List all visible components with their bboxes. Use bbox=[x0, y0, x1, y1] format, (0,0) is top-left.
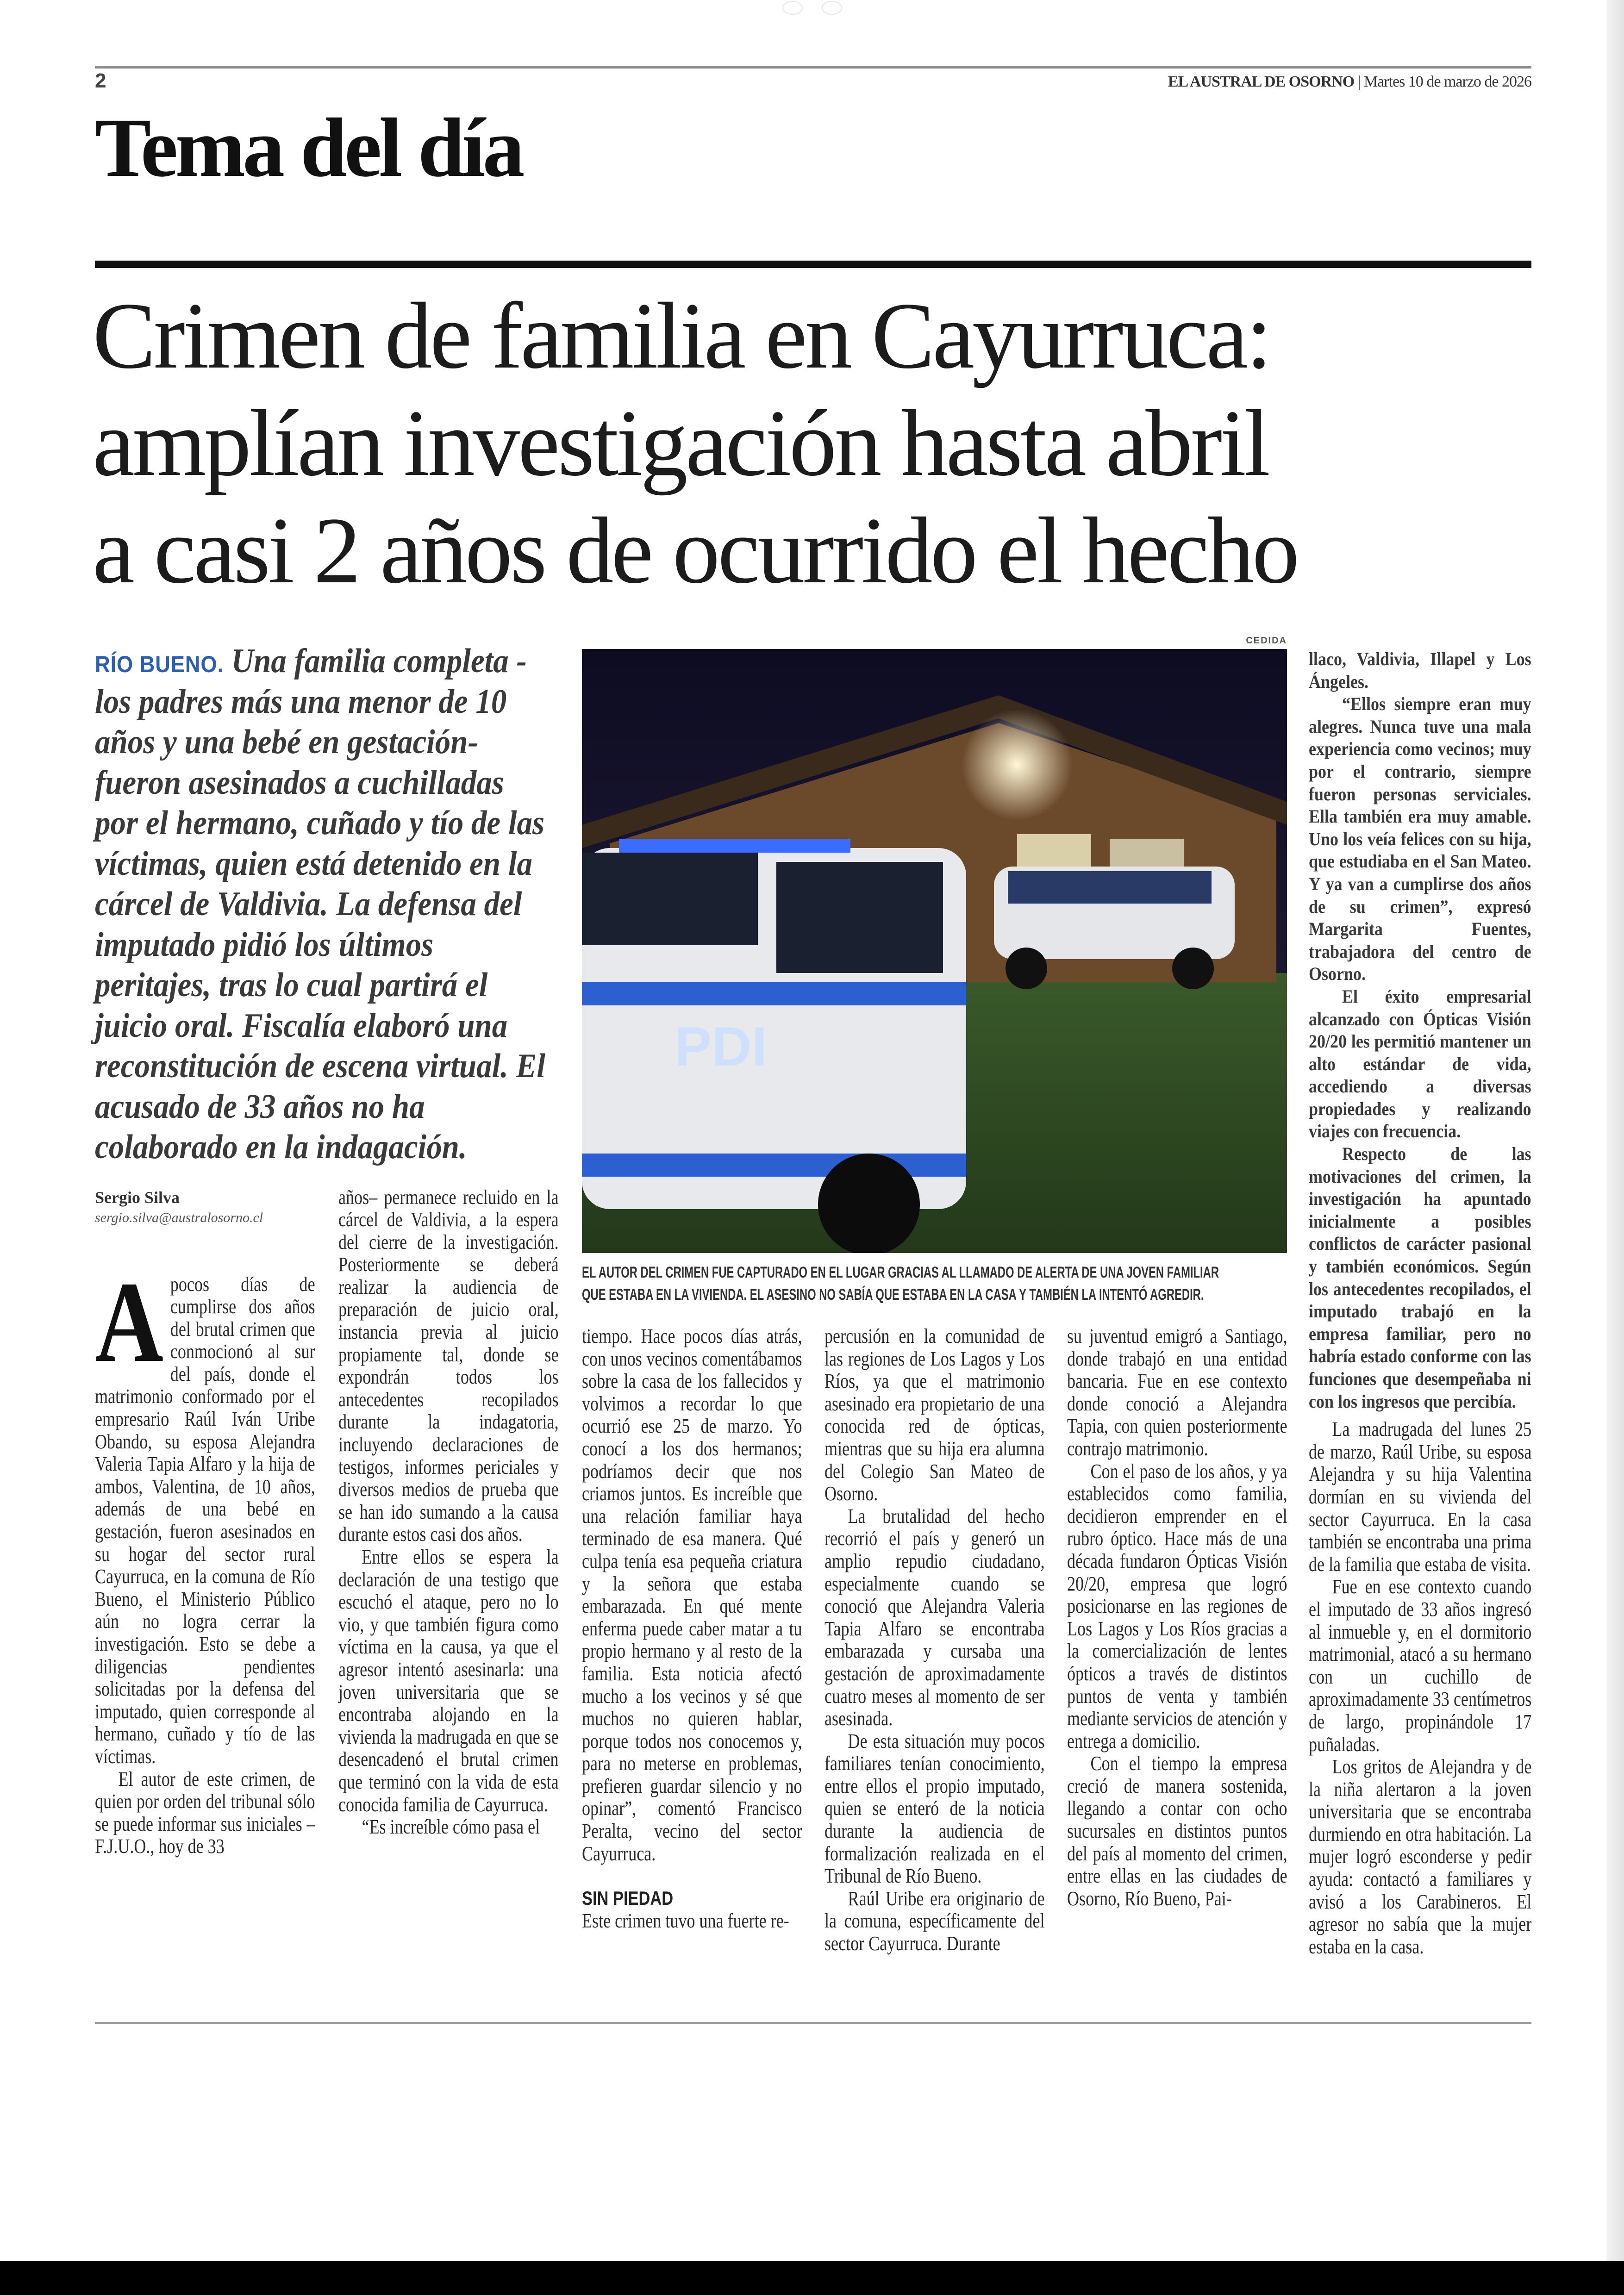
paragraph-text: pocos días de cumplirse dos años del brutal crimen que conmocionó al sur del país, donde el matrimonio conformado por el empresario Raúl Iván Uribe Obando, su esposa Alejandra Valeria Tapia Alfaro y la hija de ambos, Valentina, de 10 años, además de una bebé en gestación, fueron asesinados en su hogar del sector rural Cayurruca, en la comuna de Río Bueno, el Ministerio Público aún no logra cerrar la investigación. Esto se debe a diligencias pendientes solicitadas por la defensa del imputado, quien corresponde al hermano, cuñado y tío de las víctimas. bbox=[95, 1272, 315, 1768]
article-column-4 bbox=[824, 1325, 1045, 1955]
caption-wrapper bbox=[582, 1261, 1287, 1306]
article-column-5 bbox=[1067, 1325, 1287, 1910]
left-stack bbox=[95, 641, 559, 1858]
article-column-6-bottom bbox=[1309, 1418, 1531, 1958]
right-stack bbox=[1309, 648, 1531, 1958]
middle-columns bbox=[582, 1325, 1287, 1955]
byline-email[interactable]: sergio.silva@australosorno.cl bbox=[95, 1210, 263, 1225]
headline-line: Crimen de familia en Cayurruca: bbox=[93, 283, 1270, 388]
column-2-wrapper bbox=[338, 1186, 558, 1839]
publication-date: Martes 10 de marzo de 2026 bbox=[1363, 73, 1531, 90]
column-1-wrapper bbox=[95, 1186, 315, 1858]
paragraph: La madrugada del lunes 25 de marzo, Raúl Uribe, su esposa Alejandra y su hija Valentina dormían en su vivienda del sector Cayurruca. En la casa también se encontraba una prima de la familia que estaba de visita. bbox=[1309, 1418, 1532, 1576]
article-column-6-top bbox=[1309, 648, 1531, 1413]
paragraph: “Es increíble cómo pasa el bbox=[362, 1815, 540, 1839]
paragraph: tiempo. Hace pocos días atrás, con unos vecinos comentábamos sobre la casa de los fallecidos y volvimos a recordar lo que ocurrió ese 25 de marzo. Yo conocí a los dos hermanos; podríamos decir que nos criamos juntos. Es increíble que una relación familiar haya terminado de esa manera. Qué culpa tenía esa pequeña criatura y la señora que estaba embarazada. En qué mente enferma puede caber matar a tu propio hermano y al resto de la familia. Esta noticia afectó mucho a los vecinos y sé que muchos no quieren hablar, porque todos nos conocemos y, para no meterse en problemas, prefieren guardar silencio y no opinar”, comentó Francisco Peralta, vecino del sector Cayurruca. bbox=[582, 1325, 802, 1865]
lede-text: Una familia completa -los padres más una menor de 10 años y una bebé en gestación- fueron asesinados a cuchilladas por el hermano, cuñado y tío de las víctimas, quien está detenido en la cárcel de Valdivia. La defensa del imputado pidió los últimos peritajes, tras lo cual partirá el juicio oral. Fiscalía elaboró una reconstitución de escena virtual. El acusado de 33 años no ha colaborado en la indagación. bbox=[95, 642, 545, 1166]
left-columns bbox=[95, 1186, 559, 1858]
paragraph: Entre ellos se espera la declaración de una testigo que escuchó el ataque, pero no lo vio, y que también figura como víctima en la causa, ya que el agresor intentó asesinarla: una joven universitaria que se encontraba alojando en la vivienda la madrugada en que se desencadenó el brutal crimen que terminó con la vida de esta conocida familia de Cayurruca. bbox=[338, 1546, 559, 1816]
subhead: SIN PIEDAD bbox=[582, 1887, 674, 1909]
crime-scene-photo bbox=[582, 649, 1287, 1253]
emergency-lights bbox=[619, 839, 850, 853]
paragraph: Con el tiempo la empresa creció de manera sostenida, llegando a contar con ocho sucursales en distintos puntos del país al momento del crimen, entre ellas en las ciudades de Osorno, Río Bueno, Pai- bbox=[1067, 1752, 1287, 1910]
paragraph: percusión en la comunidad de las regiones de Los Lagos y Los Ríos, ya que el matrimonio asesinado era propietario de una conocida red de ópticas, mientras que su hija era alumna del Colegio San Mateo de Osorno. bbox=[824, 1325, 1045, 1505]
paragraph: años– permanece recluido en la cárcel de Valdivia, a la espera del cierre de la investigación. Posteriormente se deberá realizar la audiencia de preparación de juicio oral, instancia previa al juicio propiamente tal, donde se expondrán todos los antecedentes recopilados durante la indagatoria, incluyendo declaraciones de testigos, informes periciales y diversos medios de prueba que se han ido sumando a la causa durante estos casi dos años. bbox=[338, 1185, 559, 1546]
paragraph: Raúl Uribe era originario de la comuna, específicamente del sector Cayurruca. Durante bbox=[824, 1887, 1045, 1955]
viewer-dot-icon bbox=[822, 1, 842, 15]
caption-line: EL AUTOR DEL CRIMEN FUE CAPTURADO EN EL LUGAR GRACIAS AL LLAMADO DE ALERTA DE UNA JOVEN FAMILIAR bbox=[582, 1264, 1219, 1281]
vehicle-label: PDI bbox=[675, 1016, 768, 1078]
section-rule bbox=[95, 261, 1531, 268]
column-4-wrapper bbox=[824, 1325, 1044, 1955]
photo-credit: CEDIDA bbox=[1246, 636, 1287, 646]
middle-stack bbox=[582, 634, 1287, 1955]
paragraph: su juventud emigró a Santiago, donde trabajó en una entidad bancaria. Fue en ese contexto donde conoció a Alejandra Tapia, con quien posteriormente contrajo matrimonio. bbox=[1067, 1325, 1287, 1460]
masthead: EL AUSTRAL DE OSORNO | Martes 10 de marzo de 2026 bbox=[1168, 73, 1531, 90]
caption-line: QUE ESTABA EN LA VIVIENDA. EL ASESINO NO SABÍA QUE ESTABA EN LA CASA Y TAMBIÉN LA INTENTÓ AGREDIR. bbox=[582, 1286, 1204, 1303]
pdi-vehicle-front bbox=[582, 839, 966, 1253]
paragraph: Respecto de las motivaciones del crimen, la investigación ha apuntado inicialmente a posibles conflictos de carácter pasional y también económicos. Según los antecedentes recopilados, el imputado trabajó en la empresa familiar, pero no habría estado conforme con las funciones que desempeñaba ni con los ingresos que percibía. bbox=[1309, 1143, 1531, 1412]
porch-light bbox=[962, 709, 1073, 820]
paragraph: La brutalidad del hecho recorrió el país y generó un amplio repudio ciudadano, especialmente cuando se conoció que Alejandra Valeria Tapia Alfaro se encontraba embarazada y cursaba una gestación de aproximadamente cuatro meses al momento de ser asesinada. bbox=[824, 1504, 1045, 1730]
column-3-wrapper bbox=[582, 1325, 802, 1932]
paragraph: “Ellos siempre eran muy alegres. Nunca tuve una mala experiencia como vecinos; muy por el contrario, siempre fueron personas serviciales. Ella también era muy amable. Uno los veía felices con su hija, que estudiaba en el San Mateo. Y ya van a cumplirse dos años de su crimen”, expresó Margarita Fuentes, trabajadora del centro de Osorno. bbox=[1309, 693, 1531, 985]
paragraph: Fue en ese contexto cuando el imputado de 33 años ingresó al inmueble y, en el dormitorio matrimonial, atacó a su hermano con un cuchillo de aproximadamente 33 centímetros de largo, propinándole 17 puñaladas. bbox=[1309, 1575, 1532, 1756]
drop-cap: A bbox=[95, 1258, 164, 1386]
paragraph bbox=[95, 1258, 315, 1768]
column-5-wrapper bbox=[1067, 1325, 1287, 1910]
paragraph: El autor de este crimen, de quien por orden del tribunal sólo se puede informar sus iniciales –F.J.U.O., hoy de 33 bbox=[95, 1767, 315, 1858]
headline bbox=[93, 282, 1297, 605]
section-title: Tema del día bbox=[95, 101, 522, 194]
photo-caption bbox=[582, 1261, 1287, 1306]
paragraph: llaco, Valdivia, Illapel y Los Ángeles. bbox=[1309, 649, 1531, 692]
column-6-bottom-wrapper bbox=[1309, 1418, 1531, 1958]
lede bbox=[95, 641, 551, 1168]
lede-wrapper bbox=[95, 641, 551, 1168]
headline-line: amplían investigación hasta abril bbox=[93, 391, 1268, 496]
lede-kicker: RÍO BUENO. bbox=[95, 651, 224, 677]
viewer-dot-icon bbox=[782, 1, 803, 15]
article-column-3 bbox=[582, 1325, 802, 1932]
page-edge bbox=[1606, 0, 1624, 2261]
paragraph: De esta situación muy pocos familiares tenían conocimiento, entre ellos el propio imputado, quien se enteró de la noticia durante la audiencia de formalización realizada en el Tribunal de Río Bueno. bbox=[824, 1729, 1045, 1888]
byline-author: Sergio Silva bbox=[95, 1188, 180, 1207]
paragraph: Los gritos de Alejandra y de la niña alertaron a la joven universitaria que se encontraba durmiendo en otra habitación. La mujer logró esconderse y pedir ayuda: contactó a familiares y avisó a los Carabineros. El agresor no sabía que la mujer estaba en la casa. bbox=[1309, 1755, 1532, 1958]
viewer-bottom-bar bbox=[0, 2261, 1624, 2295]
article-column-1 bbox=[95, 1258, 315, 1858]
column-6-top-wrapper bbox=[1309, 648, 1531, 1413]
top-rule bbox=[95, 66, 1531, 69]
headline-line: a casi 2 años de ocurrido el hecho bbox=[93, 498, 1298, 603]
news-photo bbox=[582, 649, 1287, 1253]
page-number: 2 bbox=[95, 69, 106, 92]
paragraph: El éxito empresarial alcanzado con Ópticas Visión 20/20 les permitió mantener un alto estándar de vida, accediendo a diversas propiedades y realizando viajes con frecuencia. bbox=[1309, 985, 1531, 1142]
bottom-rule bbox=[95, 2022, 1531, 2024]
publication-name: EL AUSTRAL DE OSORNO bbox=[1168, 73, 1355, 90]
paragraph: Con el paso de los años, y ya establecidos como familia, decidieron emprender en el rubro óptico. Hace más de una década fundaron Ópticas Visión 20/20, empresa que logró posicionarse en las regiones de Los Lagos y Los Ríos gracias a la comercialización de lentes ópticos a través de distintos puntos de venta y también mediante servicios de atención y entrega a domicilio. bbox=[1067, 1459, 1287, 1752]
paragraph: Este crimen tuvo una fuerte re- bbox=[582, 1909, 789, 1932]
article-column-2 bbox=[338, 1186, 559, 1839]
